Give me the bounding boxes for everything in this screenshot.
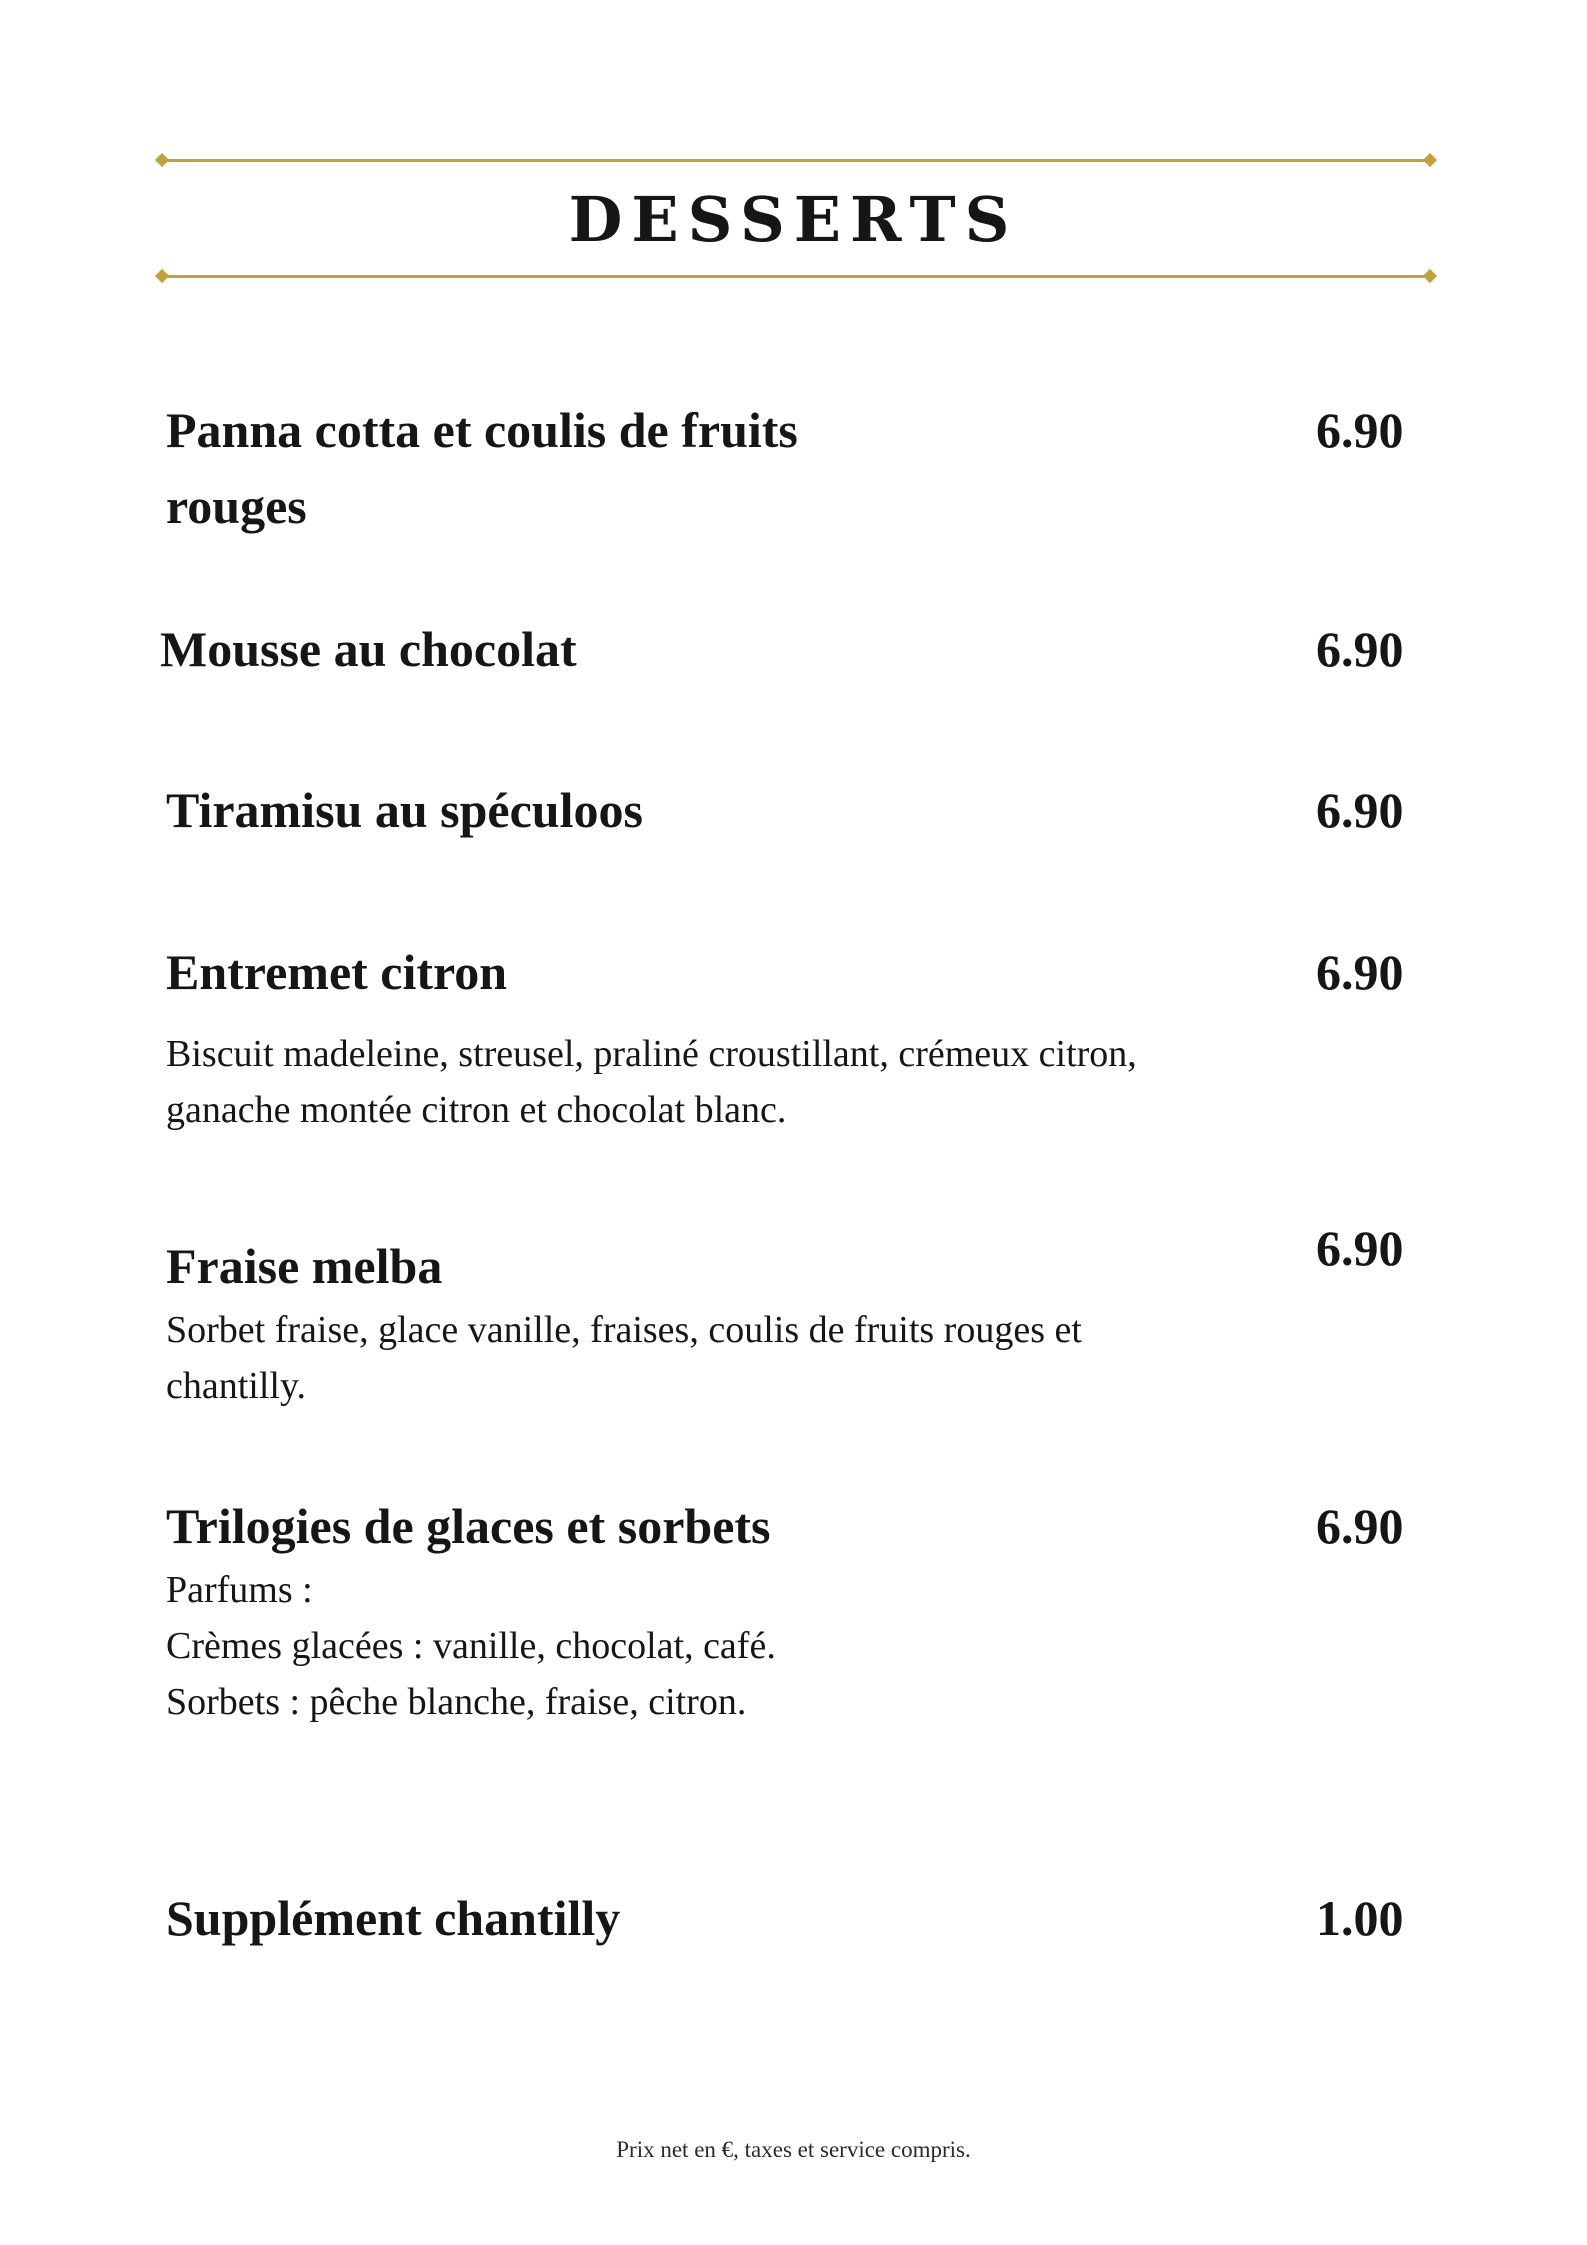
menu-item-price: 6.90 xyxy=(1316,621,1404,677)
menu-item-description xyxy=(166,1562,1316,1730)
page-title: DESSERTS xyxy=(568,183,1019,256)
price-note: Prix net en €, taxes et service compris. xyxy=(616,2137,971,2162)
menu-item-name: Mousse au chocolat xyxy=(160,621,577,677)
menu-item-description xyxy=(166,1302,1316,1414)
description-line: Sorbets : pêche blanche, fraise, citron. xyxy=(166,1681,747,1723)
description-line: Biscuit madeleine, streusel, praliné croustillant, crémeux citron, xyxy=(166,1033,1137,1075)
menu-item-name: Fraise melba xyxy=(166,1238,443,1294)
description-line: Crèmes glacées : vanille, chocolat, café. xyxy=(166,1625,776,1667)
description-line: ganache montée citron et chocolat blanc. xyxy=(166,1089,787,1131)
menu-item-name: Supplément chantilly xyxy=(166,1890,621,1946)
description-line: Sorbet fraise, glace vanille, fraises, coulis de fruits rouges et xyxy=(166,1309,1082,1351)
menu-item-price: 6.90 xyxy=(1316,782,1404,838)
menu-item-name: Panna cotta et coulis de fruits rouges xyxy=(166,402,798,534)
description-line: chantilly. xyxy=(166,1365,306,1407)
menu-item-price: 6.90 xyxy=(1316,1220,1404,1276)
menu-item-name: Entremet citron xyxy=(166,944,508,1000)
menu-item-name: Tiramisu au spéculoos xyxy=(166,782,643,838)
menu-item-name: Trilogies de glaces et sorbets xyxy=(166,1498,771,1554)
description-line: Parfums : xyxy=(166,1569,313,1611)
menu-item-price: 6.90 xyxy=(1316,1498,1404,1554)
menu-item-price: 6.90 xyxy=(1316,402,1404,458)
menu-item-price: 6.90 xyxy=(1316,944,1404,1000)
top-ornament-rule xyxy=(162,159,1430,162)
menu-item-description xyxy=(166,1026,1316,1138)
menu-item-price: 1.00 xyxy=(1316,1890,1404,1946)
bottom-ornament-rule xyxy=(162,275,1430,278)
